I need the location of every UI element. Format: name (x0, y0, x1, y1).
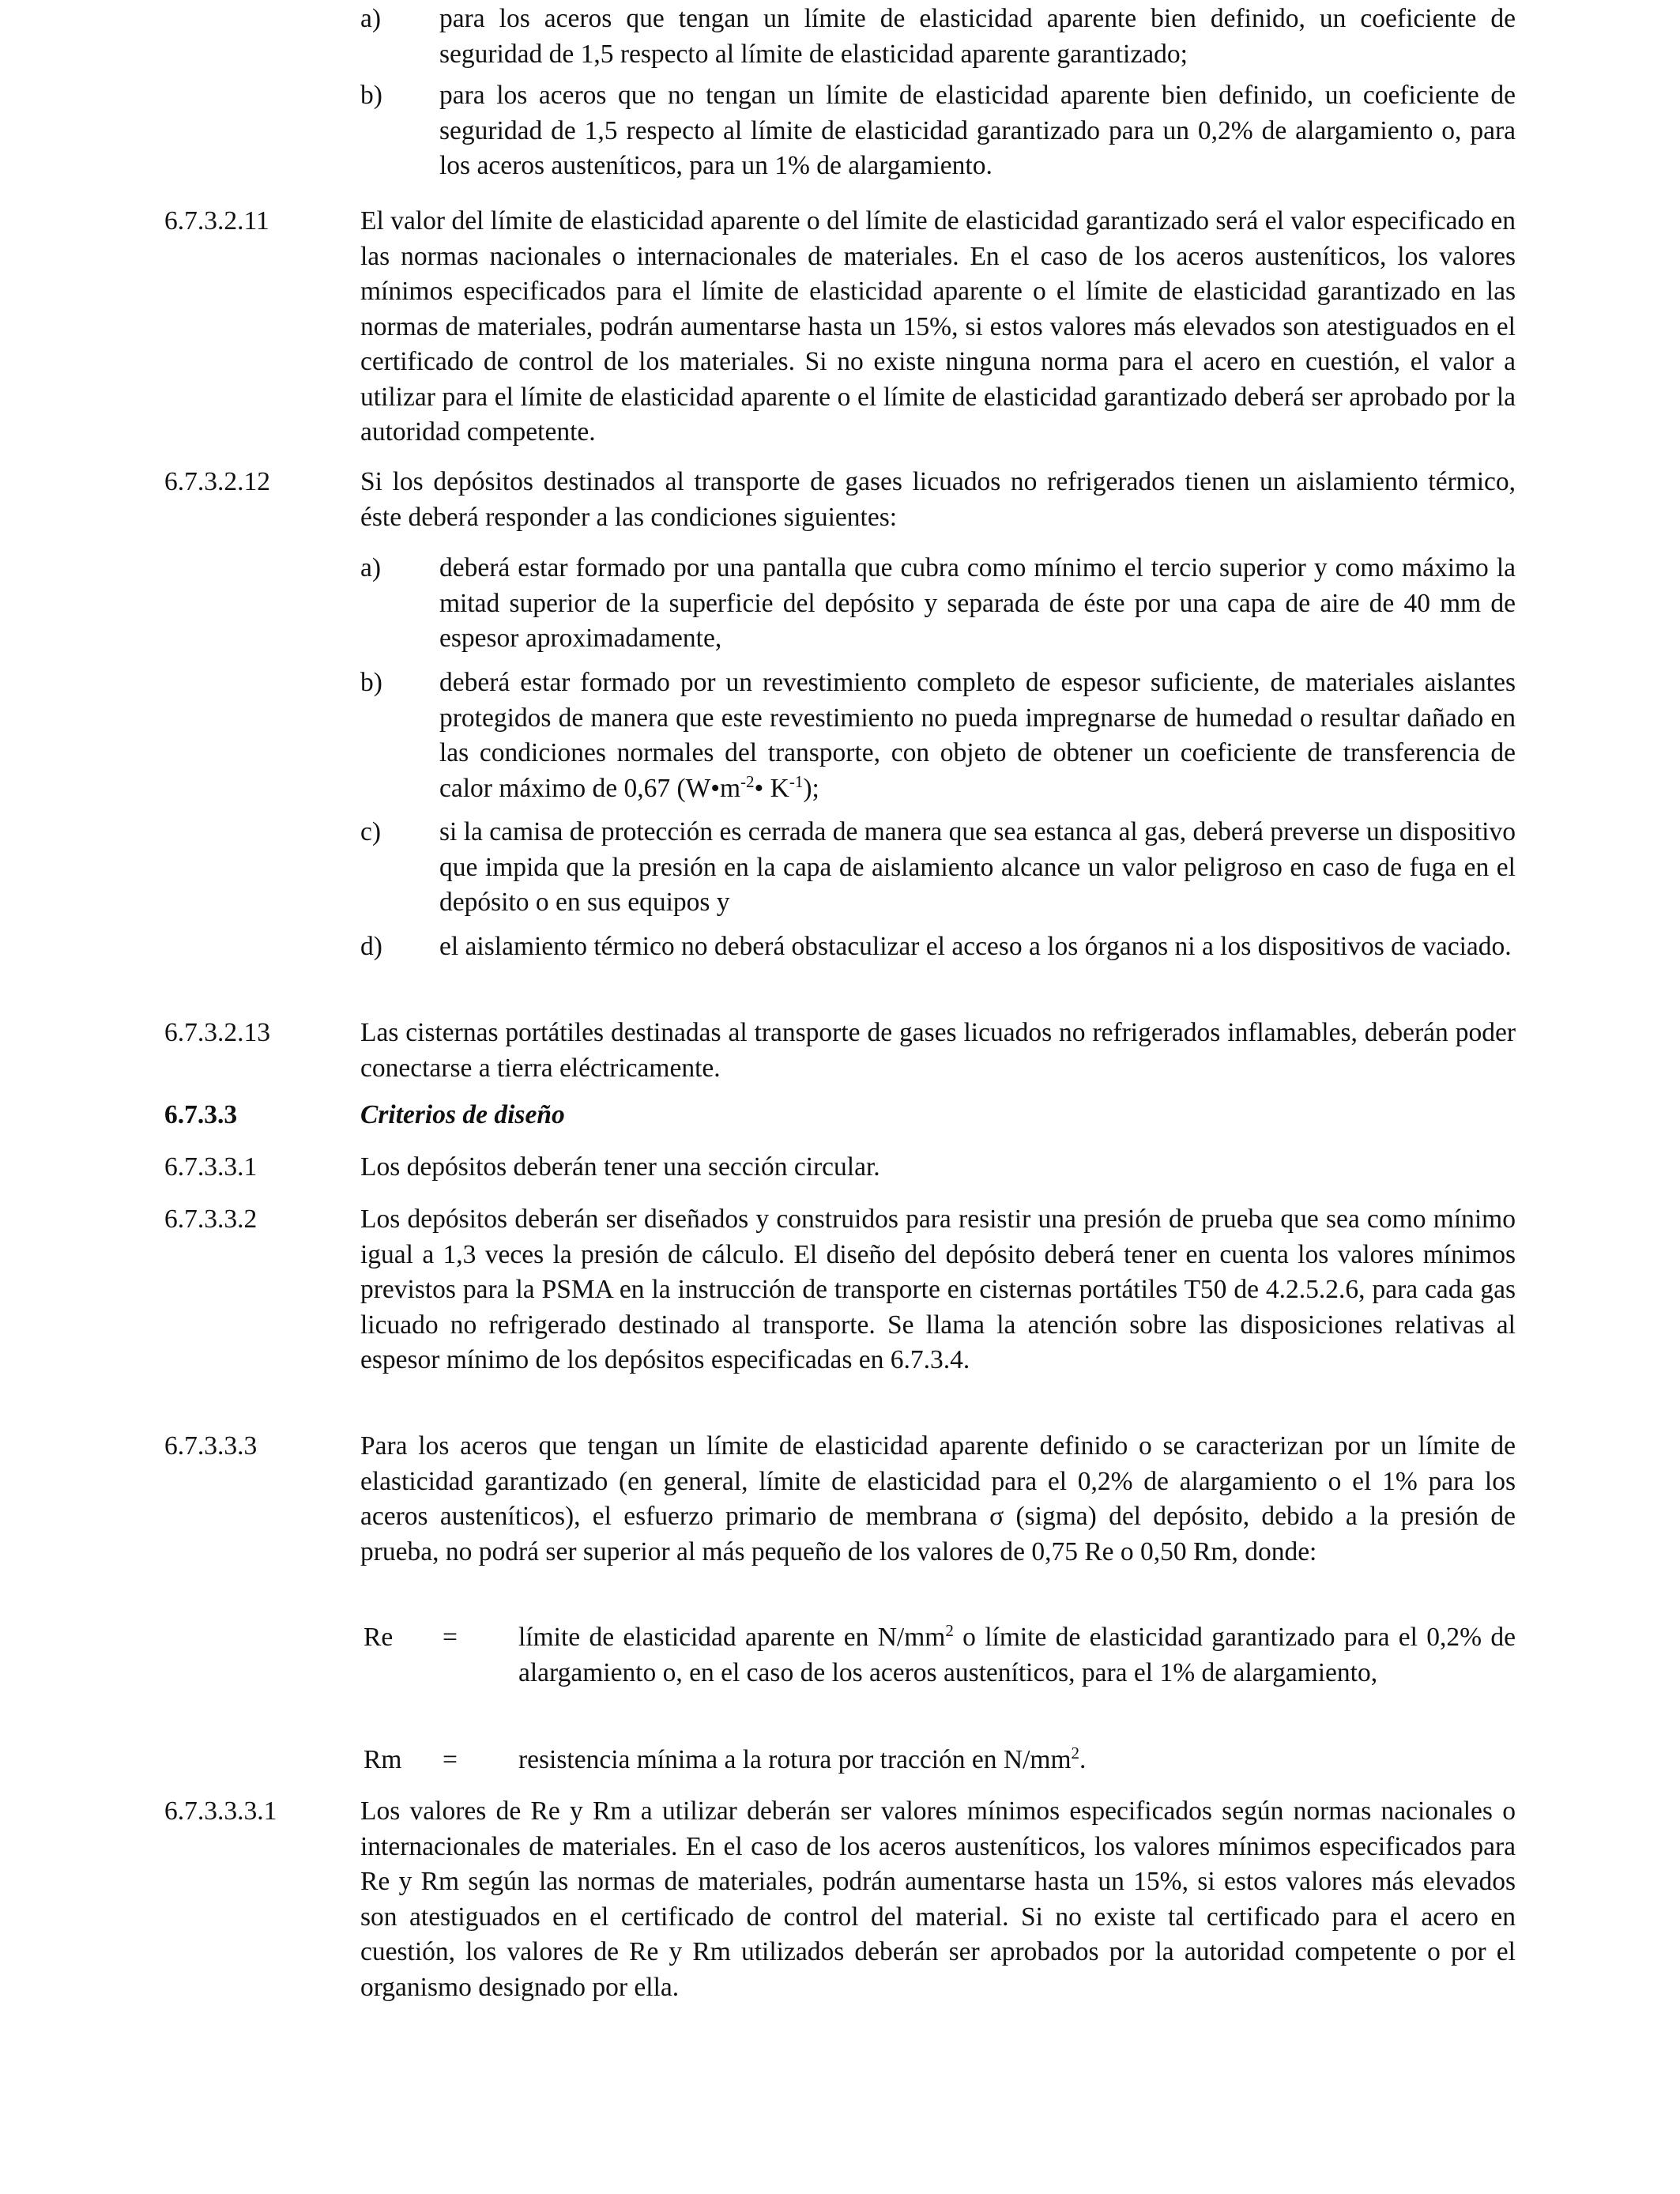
paragraph-text: Los depósitos deberán ser diseñados y construidos para resistir una presión de prueba que sea como mínimo igual a 1,3 veces la presión de cálculo. El diseño del depósito deberá tener en cuenta los valores mínimos previstos para la PSMA en la instrucción de transporte en cisternas portátiles T50 de 4.2.5.2.6, para cada gas licuado no refrigerado destinado al transporte. Se llama la atención sobre las disposiciones relativas al espesor mínimo de los depósitos especificadas en 6.7.3.4. (360, 1204, 1516, 1374)
superscript: -1 (789, 771, 804, 791)
list-item-a (360, 551, 1516, 657)
definition-text (518, 1743, 1516, 1778)
paragraph-6-7-3-2-11 (164, 204, 1516, 450)
paragraph-number: 6.7.3.3.2 (164, 1204, 258, 1234)
paragraph-number: 6.7.3.3.1 (164, 1152, 258, 1182)
paragraph-number: 6.7.3.3.3 (164, 1431, 258, 1461)
item-label: a) (360, 553, 382, 582)
definition-text-part: resistencia mínima a la rotura por tracción en N/mm (518, 1745, 1072, 1774)
list-item-b (360, 665, 1516, 806)
paragraph-6-7-3-3-3 (164, 1429, 1516, 1570)
item-text: si la camisa de protección es cerrada de manera que sea estanca al gas, deberá preverse un dispositivo que impida que la presión en la capa de aislamiento alcance un valor peligroso en caso de fuga en el depósito o en sus equipos y (439, 817, 1516, 917)
item-label: a) (360, 4, 382, 33)
paragraph-text: Los valores de Re y Rm a utilizar deberán ser valores mínimos especificados según normas nacionales o internacionales de materiales. En el caso de los aceros austeníticos, los valores mínimos especificados para Re y Rm según las normas de materiales, podrán aumentarse hasta un 15%, si estos valores más elevados son atestiguados en el certificado de control del material. Si no existe tal certificado para el acero en cuestión, los valores de Re y Rm utilizados deberán ser aprobados por la autoridad competente o por el organismo designado por ella. (360, 1796, 1516, 2002)
definition-equals: = (443, 1623, 458, 1652)
section-title: Criterios de diseño (360, 1100, 565, 1129)
item-text (439, 665, 1516, 806)
paragraph-6-7-3-3-3-1 (164, 1794, 1516, 2005)
item-label: c) (360, 817, 382, 846)
definition-symbol: Re (363, 1623, 394, 1652)
definition-text-part: o límite de elasticidad garantizado para el 0,2% de alargamiento o, en el caso de los aceros austeníticos, para el 1% de alargamiento, (518, 1623, 1516, 1687)
list-item-a (360, 2, 1516, 72)
item-text: para los aceros que no tengan un límite de elasticidad aparente bien definido, un coeficiente de seguridad de 1,5 respecto al límite de elasticidad garantizado para un 0,2% de alargamiento o, para los aceros austeníticos, para un 1% de alargamiento. (439, 81, 1516, 180)
definition-rm (363, 1743, 1516, 1778)
item-text-part: deberá estar formado por un revestimiento completo de espesor suficiente, de materiales aislantes protegidos de manera que este revestimiento no pueda impregnarse de humedad o resultar dañado en las condiciones normales del transporte, con objeto de obtener un coeficiente de transferencia de calor máximo de 0,67 (W•m (439, 668, 1516, 803)
paragraph-number: 6.7.3.2.11 (164, 206, 269, 236)
superscript: 2 (945, 1620, 954, 1640)
definition-symbol: Rm (363, 1745, 402, 1774)
superscript: -2 (740, 771, 755, 791)
definition-text-part: límite de elasticidad aparente en N/mm (518, 1623, 946, 1652)
definition-text (518, 1620, 1516, 1691)
paragraph-6-7-3-2-12 (164, 465, 1516, 535)
superscript: 2 (1071, 1743, 1080, 1762)
definition-re (363, 1620, 1516, 1691)
paragraph-6-7-3-3-1 (164, 1150, 1516, 1186)
item-text-part: • K (754, 773, 789, 803)
list-item-b (360, 78, 1516, 184)
item-text: para los aceros que tengan un límite de elasticidad aparente bien definido, un coeficiente de seguridad de 1,5 respecto al límite de elasticidad aparente garantizado; (439, 4, 1516, 69)
definition-text-part: . (1079, 1745, 1087, 1774)
paragraph-text: Si los depósitos destinados al transporte de gases licuados no refrigerados tienen un aislamiento térmico, éste deberá responder a las condiciones siguientes: (360, 467, 1516, 532)
paragraph-6-7-3-3-2 (164, 1202, 1516, 1378)
item-text: el aislamiento térmico no deberá obstaculizar el acceso a los órganos ni a los dispositivos de vaciado. (439, 932, 1512, 961)
paragraph-number: 6.7.3.2.12 (164, 467, 270, 496)
paragraph-text: Las cisternas portátiles destinadas al transporte de gases licuados no refrigerados inflamables, deberán poder conectarse a tierra eléctricamente. (360, 1018, 1516, 1083)
paragraph-text: Los depósitos deberán tener una sección circular. (360, 1152, 880, 1182)
paragraph-text: El valor del límite de elasticidad aparente o del límite de elasticidad garantizado será el valor especificado en las normas nacionales o internacionales de materiales. En el caso de los aceros austeníticos, los valores mínimos especificados para el límite de elasticidad aparente o el límite de elasticidad garantizado en las normas de materiales, podrán aumentarse hasta un 15%, si estos valores más elevados son atestiguados en el certificado de control de los materiales. Si no existe ninguna norma para el acero en cuestión, el valor a utilizar para el límite de elasticidad aparente o el límite de elasticidad garantizado deberá ser aprobado por la autoridad competente. (360, 206, 1516, 447)
definition-equals: = (443, 1745, 458, 1774)
section-heading-6-7-3-3 (164, 1098, 1516, 1133)
item-label: d) (360, 932, 382, 961)
paragraph-6-7-3-2-13 (164, 1016, 1516, 1086)
paragraph-number: 6.7.3.3.3.1 (164, 1796, 277, 1826)
list-item-d (360, 929, 1516, 965)
item-text-part: ); (803, 773, 819, 803)
item-text: deberá estar formado por una pantalla que cubra como mínimo el tercio superior y como máximo la mitad superior de la superficie del depósito y separada de éste por una capa de aire de 40 mm de espesor aproximadamente, (439, 553, 1516, 653)
paragraph-number: 6.7.3.2.13 (164, 1018, 270, 1047)
paragraph-text: Para los aceros que tengan un límite de elasticidad aparente definido o se caracterizan por un límite de elasticidad garantizado (en general, límite de elasticidad para el 0,2% de alargamiento o el 1% para los aceros austeníticos), el esfuerzo primario de membrana σ (sigma) del depósito, debido a la presión de prueba, no podrá ser superior al más pequeño de los valores de 0,75 Re o 0,50 Rm, donde: (360, 1431, 1516, 1566)
item-label: b) (360, 81, 382, 110)
item-label: b) (360, 668, 382, 697)
section-number: 6.7.3.3 (164, 1100, 238, 1129)
list-item-c (360, 815, 1516, 921)
